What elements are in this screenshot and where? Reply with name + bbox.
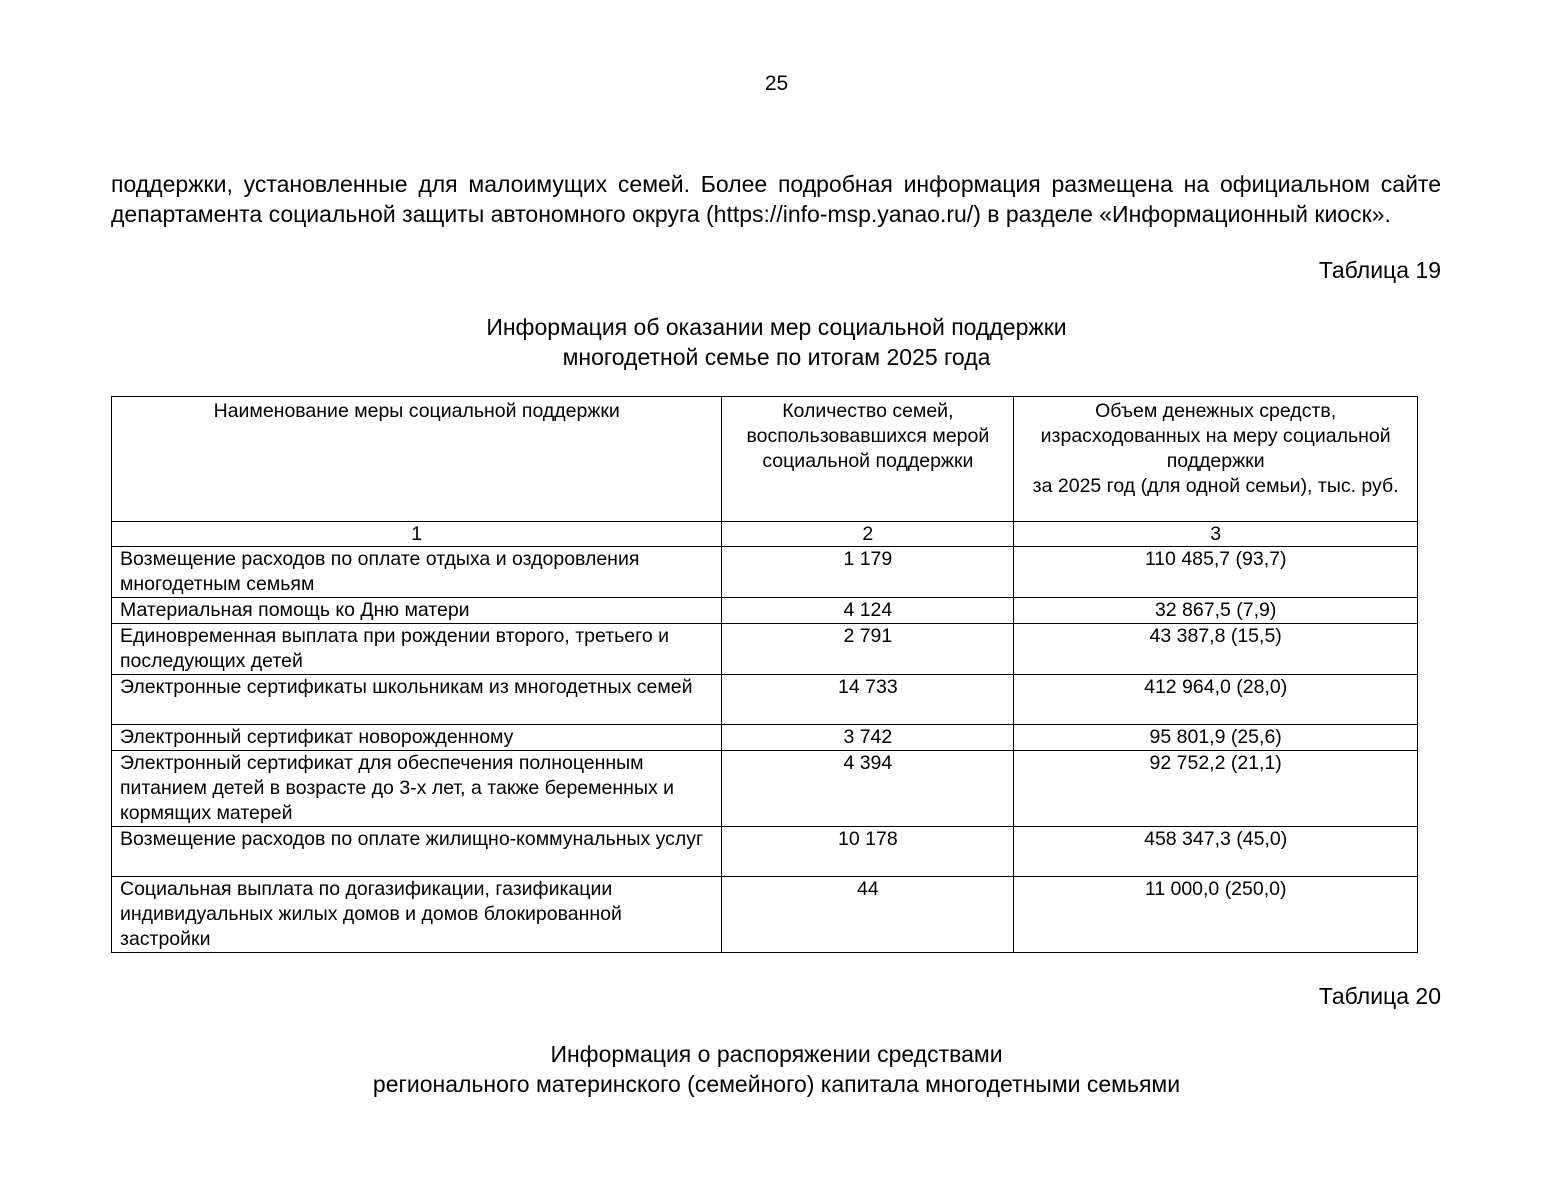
families-count: 4 124 [722, 598, 1014, 624]
intro-paragraph: поддержки, установленные для малоимущих семей. Более подробная информация размещена на официальном сайте департамента социальной защиты автономного округа (https://info-msp.yanao.ru/) в разделе «Информационный киоск». [111, 171, 1441, 227]
column-number: 2 [722, 522, 1014, 547]
measure-name: Единовременная выплата при рождении второго, третьего и последующих детей [112, 624, 722, 675]
families-count: 3 742 [722, 725, 1014, 751]
amount: 458 347,3 (45,0) [1014, 827, 1418, 877]
families-count: 4 394 [722, 751, 1014, 827]
amount: 43 387,8 (15,5) [1014, 624, 1418, 675]
table-row [112, 675, 1418, 725]
families-count: 2 791 [722, 624, 1014, 675]
social-support-table [111, 396, 1418, 953]
header-amount-line-1: Объем денежных средств, израсходованных на меру социальной поддержки [1040, 400, 1391, 472]
table-row [112, 725, 1418, 751]
families-count: 44 [722, 877, 1014, 953]
table-row [112, 827, 1418, 877]
measure-name: Электронный сертификат для обеспечения полноценным питанием детей в возрасте до 3-х лет, а также беременных и кормящих матерей [112, 751, 722, 827]
header-families-count: Количество семей, воспользовавшихся мерой социальной поддержки [722, 397, 1014, 522]
families-count: 14 733 [722, 675, 1014, 725]
families-count: 1 179 [722, 547, 1014, 598]
column-number-row [112, 522, 1418, 547]
table-20-label: Таблица 20 [1318, 983, 1441, 1009]
table-19-label: Таблица 19 [1318, 257, 1441, 283]
table-row [112, 877, 1418, 953]
table-header-row [112, 397, 1418, 522]
table-row [112, 751, 1418, 827]
header-amount-line-2: за 2025 год (для одной семьи), тыс. руб. [1032, 475, 1399, 497]
table-20-caption [0, 1039, 1553, 1099]
amount: 412 964,0 (28,0) [1014, 675, 1418, 725]
column-number: 1 [112, 522, 722, 547]
table-row [112, 624, 1418, 675]
table-19-caption-line-2: многодетной семье по итогам 2025 года [562, 344, 991, 370]
page-number: 25 [764, 72, 789, 95]
measure-name: Социальная выплата по догазификации, газификации индивидуальных жилых домов и домов блокированной застройки [112, 877, 722, 953]
measure-name: Электронные сертификаты школьникам из многодетных семей [112, 675, 722, 725]
amount: 110 485,7 (93,7) [1014, 547, 1418, 598]
amount: 92 752,2 (21,1) [1014, 751, 1418, 827]
measure-name: Электронный сертификат новорожденному [112, 725, 722, 751]
table-row [112, 598, 1418, 624]
table-19-caption [0, 312, 1553, 372]
amount: 95 801,9 (25,6) [1014, 725, 1418, 751]
table-row [112, 547, 1418, 598]
amount: 11 000,0 (250,0) [1014, 877, 1418, 953]
header-measure-name: Наименование меры социальной поддержки [112, 397, 722, 522]
table-19-caption-line-1: Информация об оказании мер социальной поддержки [486, 314, 1067, 340]
measure-name: Возмещение расходов по оплате жилищно-коммунальных услуг [112, 827, 722, 877]
measure-name: Материальная помощь ко Дню матери [112, 598, 722, 624]
measure-name: Возмещение расходов по оплате отдыха и оздоровления многодетным семьям [112, 547, 722, 598]
table-20-caption-line-2: регионального материнского (семейного) капитала многодетными семьями [372, 1071, 1181, 1097]
amount: 32 867,5 (7,9) [1014, 598, 1418, 624]
header-amount [1014, 397, 1418, 522]
column-number: 3 [1014, 522, 1418, 547]
families-count: 10 178 [722, 827, 1014, 877]
table-20-caption-line-1: Информация о распоряжении средствами [550, 1041, 1003, 1067]
